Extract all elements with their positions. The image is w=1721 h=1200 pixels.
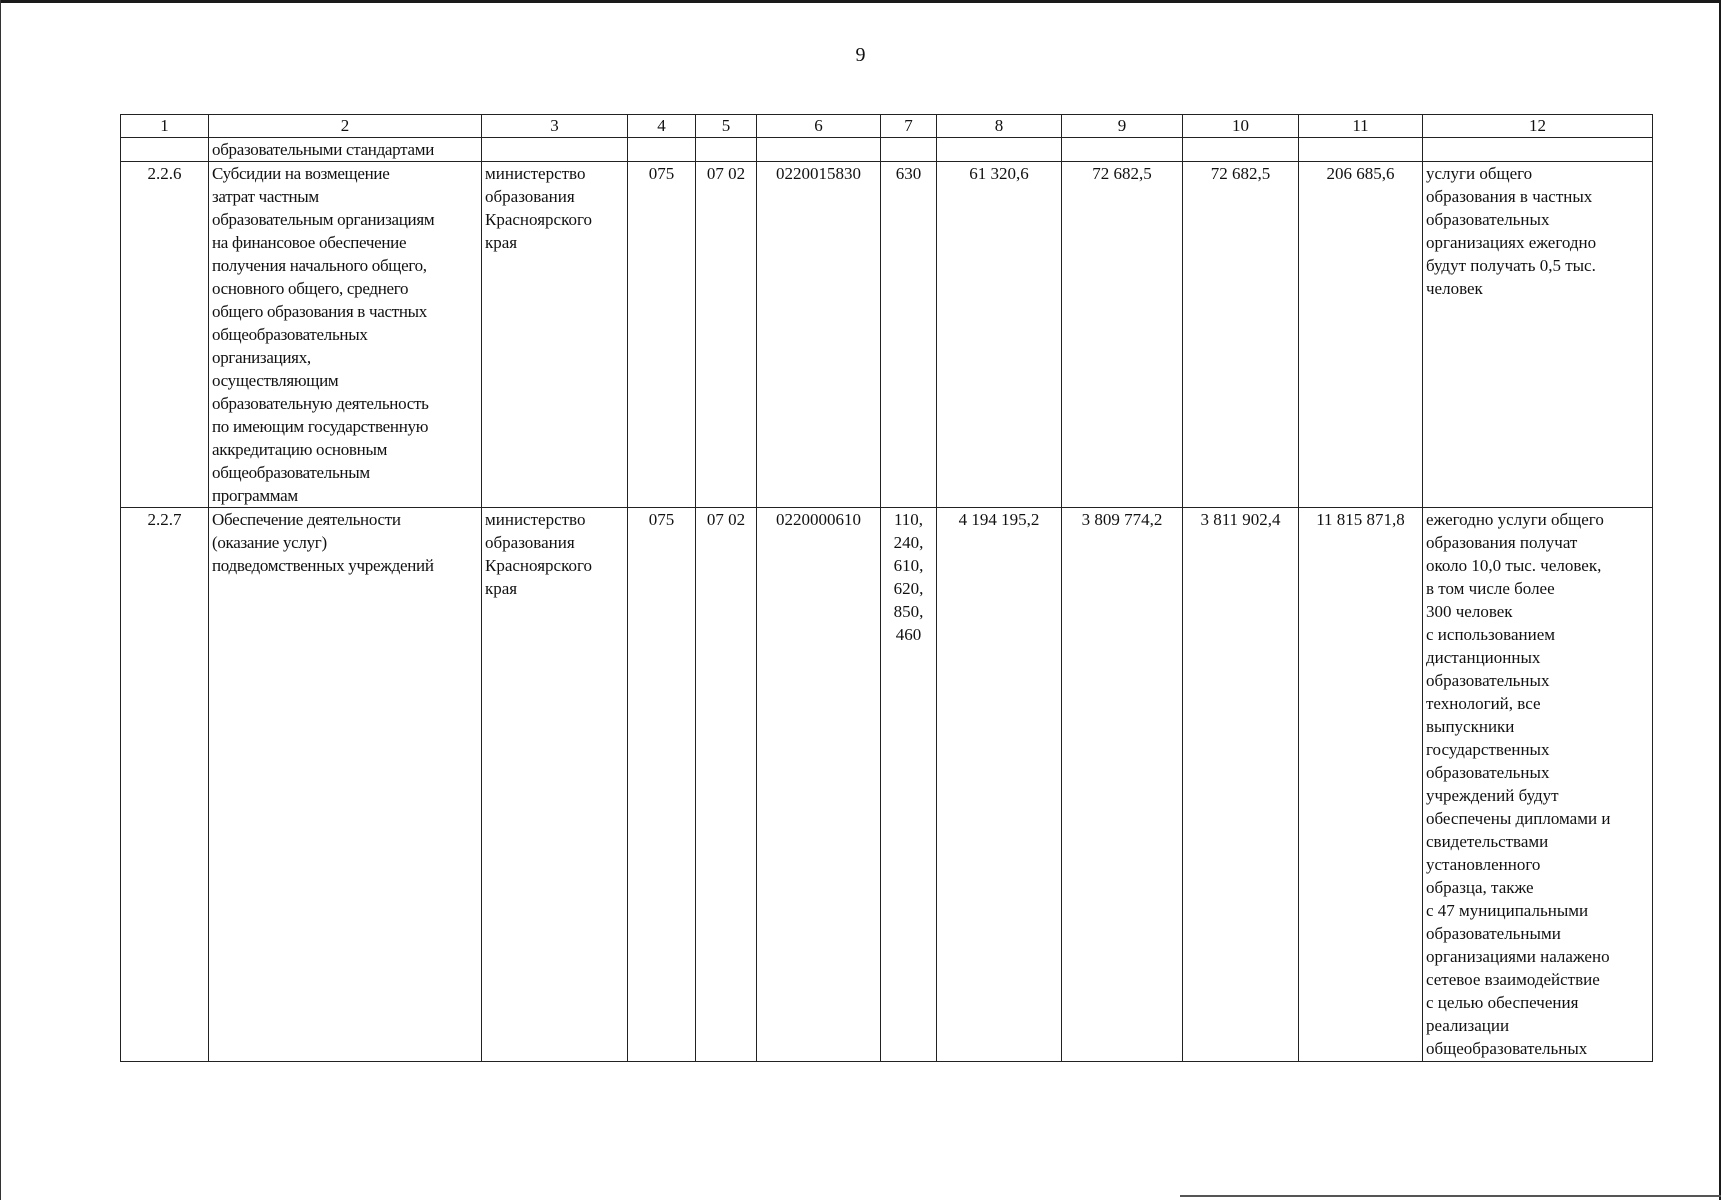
amount-total: 206 685,6 [1299, 162, 1423, 508]
target-article-code: 0220015830 [757, 162, 881, 508]
table-cell [121, 138, 209, 162]
table-cell: образовательными стандартами [209, 138, 482, 162]
table-cell [1062, 138, 1183, 162]
header-cell: 9 [1062, 115, 1183, 138]
expected-result: услуги общего образования в частных образовательных организациях ежегодно будут получать 0,5 тыс. человек [1423, 162, 1653, 508]
expense-type-code: 630 [881, 162, 937, 508]
scan-border-left [0, 0, 1, 1200]
section-code: 07 02 [696, 508, 757, 1062]
table-cell [1299, 138, 1423, 162]
responsible-party: министерство образования Красноярского края [482, 508, 628, 1062]
table-header-row [121, 115, 1653, 138]
grbs-code: 075 [628, 508, 696, 1062]
page-number: 9 [855, 44, 866, 66]
expected-result: ежегодно услуги общего образования получат около 10,0 тыс. человек, в том числе более 300 человек с использованием дистанционных образовательных технологий, все выпускники государственных образовательных учреждений будут обеспечены дипломами и свидетельствами установленного образца, также с 47 муниципальными образовательными организациями налажено сетевое взаимодействие с целью обеспечения реализации общеобразовательных [1423, 508, 1653, 1062]
table-row [121, 508, 1653, 1062]
responsible-party: министерство образования Красноярского края [482, 162, 628, 508]
header-cell: 11 [1299, 115, 1423, 138]
header-cell: 7 [881, 115, 937, 138]
header-cell: 1 [121, 115, 209, 138]
amount-year-2: 3 809 774,2 [1062, 508, 1183, 1062]
measure-name: Субсидии на возмещение затрат частным образовательным организациям на финансовое обеспечение получения начального общего, основного общего, среднего общего образования в частных общеобразовательных организациях, осуществляющим образовательную деятельность по имеющим государственную аккредитацию основным общеобразовательным программам [209, 162, 482, 508]
row-number: 2.2.6 [121, 162, 209, 508]
amount-year-1: 4 194 195,2 [937, 508, 1062, 1062]
grbs-code: 075 [628, 162, 696, 508]
table-cell [1423, 138, 1653, 162]
section-code: 07 02 [696, 162, 757, 508]
table-cell [696, 138, 757, 162]
header-cell: 4 [628, 115, 696, 138]
header-cell: 3 [482, 115, 628, 138]
table-cell [937, 138, 1062, 162]
measure-name: Обеспечение деятельности (оказание услуг) подведомственных учреждений [209, 508, 482, 1062]
table-row [121, 162, 1653, 508]
amount-year-3: 3 811 902,4 [1183, 508, 1299, 1062]
header-cell: 12 [1423, 115, 1653, 138]
row-number: 2.2.7 [121, 508, 209, 1062]
amount-year-1: 61 320,6 [937, 162, 1062, 508]
table-cell [482, 138, 628, 162]
header-cell: 10 [1183, 115, 1299, 138]
table-cell [1183, 138, 1299, 162]
amount-total: 11 815 871,8 [1299, 508, 1423, 1062]
header-cell: 5 [696, 115, 757, 138]
continuation-row [121, 138, 1653, 162]
expense-type-code: 110, 240, 610, 620, 850, 460 [881, 508, 937, 1062]
header-cell: 8 [937, 115, 1062, 138]
table-cell [757, 138, 881, 162]
header-cell: 2 [209, 115, 482, 138]
table-cell [881, 138, 937, 162]
budget-table [120, 114, 1653, 1062]
scan-border-bottom [1180, 1195, 1721, 1197]
amount-year-2: 72 682,5 [1062, 162, 1183, 508]
amount-year-3: 72 682,5 [1183, 162, 1299, 508]
scan-border-top [0, 0, 1721, 3]
target-article-code: 0220000610 [757, 508, 881, 1062]
table-cell [628, 138, 696, 162]
header-cell: 6 [757, 115, 881, 138]
